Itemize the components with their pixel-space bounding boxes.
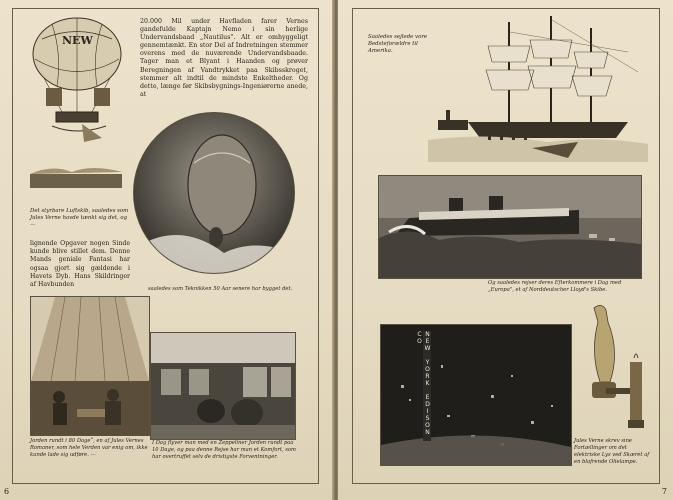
left-page-number: 6	[4, 487, 10, 496]
night-city-photo	[380, 324, 572, 466]
left-page	[0, 0, 334, 500]
right-page-number: 7	[661, 487, 667, 496]
zeppelin-caption: saaledes som Teknikken 50 Aar senere har bygget det.	[148, 286, 293, 292]
oil-lamp-illustration	[576, 302, 650, 434]
sailing-ship-illustration	[428, 12, 648, 162]
ocean-liner-photo	[378, 175, 642, 279]
liner-caption: Og saaledes rejser deres Efterkommere i Dag med „Europa", et af Norddeutscher Lloyd's Skibe.	[488, 280, 622, 293]
tent-scene-illustration	[30, 296, 150, 436]
airship-caption: Det styrbare Luftskib, saaledes som Jules Verne havde tænkt sig det, og —	[30, 208, 129, 228]
lamp-caption: Jules Verne skrev sine Fortællinger om det elektriske Lys ved Skæret af en blafrende Olielampe.	[574, 438, 650, 465]
zeppelin-photo	[133, 112, 295, 274]
tent-caption: Jorden rundt i 80 Dage“, en af Jules Vernes Romaner, som hele Verden var enig om, ikke kunde lade sig udføre. —	[30, 438, 148, 458]
zeppelin-cabin-photo	[150, 332, 296, 440]
sailship-caption: Saaledes sejlede vore Bedsteforældre til Amerika.	[368, 34, 428, 54]
right-page	[338, 0, 673, 500]
balloon-label: NEW	[62, 34, 93, 47]
new-york-edison-sign: NEW YORK EDISON CO	[416, 331, 431, 436]
balloon-airship-illustration	[22, 14, 132, 192]
continued-paragraph: lignende Opgaver nogen Sinde kunde blive stillet dem. Denne Mands geniale Fantasi har ogsaa gjort sig gældende i Havets Dyb. Hans Skildringer af Havbunden	[30, 240, 130, 289]
intro-paragraph: 20.000 Mil under Havfladen farer Vernes gandefulde Kaptajn Nemo i sin herlige Undervandsbaad „Nautilus". Alt er omhyggeligt gennemtænkt. En stor Del af Indretningen stemmer overens med de nuværende Undervandsbaade. Tager man et Blyant i Haanden og prøver Beregningen af Vandtrykket paa Skibsskroget, stemmer alt indtil de mindste Enkeltheder. Og dette, længe før Skibsbygnings-Ingeniørerne anede, at	[140, 18, 308, 98]
cabin-caption: I Dag flyver man med en Zeppeliner Jorden rundt paa 10 Dage, og paa denne Rejse har man et Komfort, som har overtruffet selv de dristigste Forventninger.	[152, 440, 296, 460]
